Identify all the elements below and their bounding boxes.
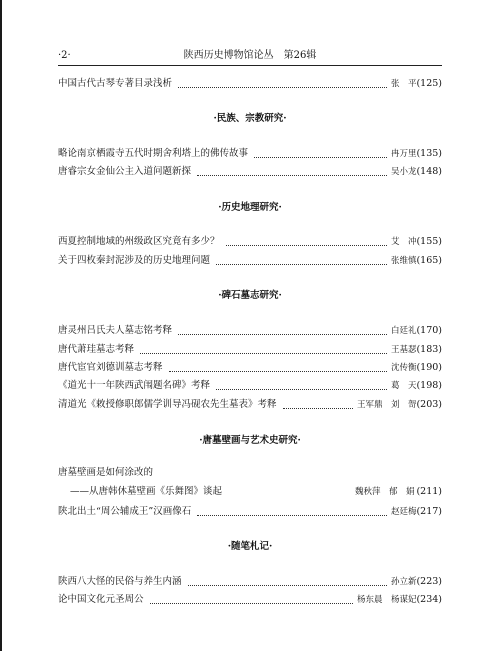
entry-page: (148): [416, 166, 442, 177]
section-heading: ·历史地理研究·: [218, 202, 282, 213]
entry-page: (234): [416, 594, 442, 605]
toc-entry-subtitle[interactable]: [58, 485, 442, 501]
running-header: [58, 47, 442, 65]
entry-author: 孙立新: [390, 577, 417, 587]
entry-author-page: [355, 485, 442, 499]
leader-dots: [216, 388, 387, 390]
entry-title: 唐灵州吕氏夫人墓志铭考释: [58, 325, 173, 336]
entry-author: 王军鼎 刘 哿: [356, 400, 417, 410]
page-left-border: [0, 0, 2, 651]
entry-title: 唐睿宗女金仙公主入道问题新探: [58, 166, 192, 177]
entry-title: 唐代宦官刘德训墓志考释: [58, 362, 163, 373]
toc-entry[interactable]: [58, 377, 442, 393]
entry-author: 葛 天: [390, 381, 417, 391]
entry-title: 论中国文化元圣周公: [58, 594, 144, 605]
leader-dots: [150, 602, 353, 604]
entry-author: 冉万里: [390, 149, 417, 159]
entry-title: 《道光十一年陕西武闱题名碑》考释: [58, 380, 211, 391]
leader-dots: [178, 333, 387, 335]
entry-author: 艾 冲: [390, 237, 417, 247]
leader-dots: [140, 352, 387, 354]
entry-page: (135): [416, 148, 442, 159]
leader-dots: [178, 86, 387, 88]
page-number: ·2·: [58, 50, 71, 61]
toc-entry[interactable]: [58, 233, 442, 249]
leader-dots: [188, 584, 387, 586]
entry-title: 清道光《敕授修职郎儒学训导冯砚农先生墓表》考释: [58, 399, 277, 410]
entry-title: 唐代萧珪墓志考释: [58, 344, 135, 355]
entry-page: (190): [416, 362, 442, 373]
section-heading: ·碑石墓志研究·: [218, 290, 282, 301]
leader-dots: [169, 370, 387, 372]
leader-dots: [254, 156, 387, 158]
entry-author: 白廷礼: [390, 326, 417, 336]
entry-title: 唐墓壁画是如何涂改的: [58, 467, 154, 478]
header-rule: [58, 65, 442, 66]
entry-subtitle: ——从唐韩休墓壁画《乐舞图》谈起: [70, 486, 223, 497]
entry-title: 西夏控制地域的州级政区究竟有多少？: [58, 236, 220, 247]
toc-entry[interactable]: [58, 503, 442, 519]
leader-dots: [197, 514, 387, 516]
leader-dots: [283, 407, 353, 409]
entry-page: (155): [416, 236, 442, 247]
toc-entry[interactable]: [58, 396, 442, 412]
leader-dots: [216, 263, 387, 265]
entry-page: (183): [416, 344, 442, 355]
journal-title: 陕西历史博物馆论丛 第26辑: [183, 50, 317, 61]
entry-page: (125): [416, 78, 442, 89]
entry-title: 中国古代古琴专著目录浅析: [58, 78, 173, 89]
entry-page: (223): [416, 576, 442, 587]
toc-entry[interactable]: [58, 591, 442, 607]
section-heading: ·随笔札记·: [227, 541, 273, 552]
entry-author: 魏秋萍 郁 娟: [354, 487, 415, 497]
toc-entry[interactable]: [58, 573, 442, 589]
toc-entry[interactable]: [58, 163, 442, 179]
entry-author: 王基瑟: [390, 345, 417, 355]
section-heading: ·民族、宗教研究·: [213, 113, 287, 124]
toc-entry[interactable]: [58, 252, 442, 268]
entry-title: 陕北出土“周公辅成王”汉画像石: [58, 506, 192, 517]
toc-entry[interactable]: [58, 359, 442, 375]
toc-entry[interactable]: [58, 341, 442, 357]
toc-entry[interactable]: [58, 322, 442, 338]
toc-entry[interactable]: [58, 145, 442, 161]
entry-page: (203): [416, 399, 442, 410]
leader-dots: [197, 174, 387, 176]
entry-author: 杨东晨 杨谋妃: [356, 595, 417, 605]
entry-page: (198): [416, 380, 442, 391]
entry-author: 张维慎: [390, 256, 417, 266]
entry-page: (170): [416, 325, 442, 336]
entry-title: 陕西八大怪的民俗与养生内涵: [58, 576, 182, 587]
section-heading: ·唐墓壁画与艺术史研究·: [199, 435, 301, 446]
toc-entry-main-title[interactable]: [58, 466, 442, 482]
entry-title: 关于四枚秦封泥涉及的历史地理问题: [58, 255, 211, 266]
leader-dots: [226, 244, 387, 246]
entry-page: (165): [416, 255, 442, 266]
entry-author: 沈传衡: [390, 363, 417, 373]
entry-title: 略论南京栖霞寺五代时期舍利塔上的佛传故事: [58, 148, 249, 159]
entry-author: 吴小龙: [390, 167, 417, 177]
toc-entry[interactable]: [58, 75, 442, 91]
entry-page: (217): [416, 506, 442, 517]
entry-author: 赵廷梅: [390, 507, 417, 517]
entry-author: 张 平: [390, 79, 417, 89]
entry-page: (211): [416, 486, 442, 497]
